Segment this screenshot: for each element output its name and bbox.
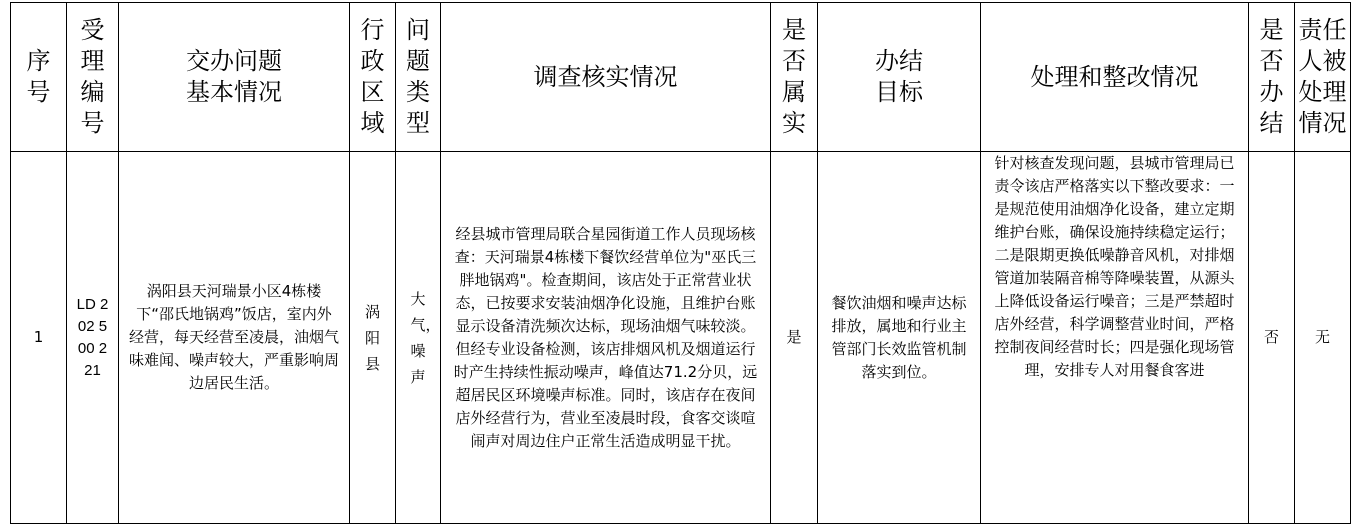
table-row <box>11 152 1351 524</box>
header-receipt-no: 受理编号 <box>67 3 119 152</box>
header-seq: 序号 <box>11 3 67 152</box>
cell-district: 涡阳县 <box>350 152 396 524</box>
header-closed: 是否办结 <box>1249 3 1295 152</box>
header-district: 行政区域 <box>350 3 396 152</box>
cell-goal: 餐饮油烟和噪声达标排放，属地和行业主管部门长效监管机制落实到位。 <box>818 152 981 524</box>
cell-accountability: 无 <box>1295 152 1351 524</box>
cell-issue: 涡阳县天河瑞景小区4栋楼下“邵氏地锅鸡”饭店，室内外经营，每天经营至凌晨，油烟气味难闻、噪声较大，严重影响周边居民生活。 <box>119 152 350 524</box>
header-accountability: 责任人被处理情况 <box>1295 3 1351 152</box>
cell-seq: 1 <box>11 152 67 524</box>
cell-investigation: 经县城市管理局联合星园街道工作人员现场核查：天河瑞景4栋楼下餐饮经营单位为"巫氏三胖地锅鸡"。检查期间，该店处于正常营业状态，已按要求安装油烟净化设施，且维护台账显示设备清洗频次达标，现场油烟气味较淡。但经专业设备检测，该店排烟风机及烟道运行时产生持续性振动噪声，峰值达71.2分贝，远超居民区环境噪声标准。同时，该店存在夜间店外经营行为，营业至凌晨时段，食客交谈喧闹声对周边住户正常生活造成明显干扰。 <box>441 152 771 524</box>
cell-issue-type: 大气，噪声 <box>396 152 441 524</box>
cell-verified: 是 <box>771 152 818 524</box>
header-investigation: 调查核实情况 <box>441 3 771 152</box>
header-row <box>11 3 1351 152</box>
cell-closed: 否 <box>1249 152 1295 524</box>
cell-handling: 针对核查发现问题，县城市管理局已责令该店严格落实以下整改要求：一是规范使用油烟净化设备，建立定期维护台账，确保设施持续稳定运行；二是限期更换低噪静音风机，对排烟管道加装隔音棉等降噪装置，从源头上降低设备运行噪音；三是严禁超时店外经营，科学调整营业时间，严格控制夜间经营时长；四是强化现场管理，安排专人对用餐食客进 <box>981 152 1249 524</box>
cell-receipt-no: LD 202 500 221 <box>67 152 119 524</box>
case-table <box>10 2 1351 524</box>
header-goal: 办结 目标 <box>818 3 981 152</box>
header-verified: 是否属实 <box>771 3 818 152</box>
header-handling: 处理和整改情况 <box>981 3 1249 152</box>
header-issue: 交办问题 基本情况 <box>119 3 350 152</box>
header-issue-type: 问题类型 <box>396 3 441 152</box>
